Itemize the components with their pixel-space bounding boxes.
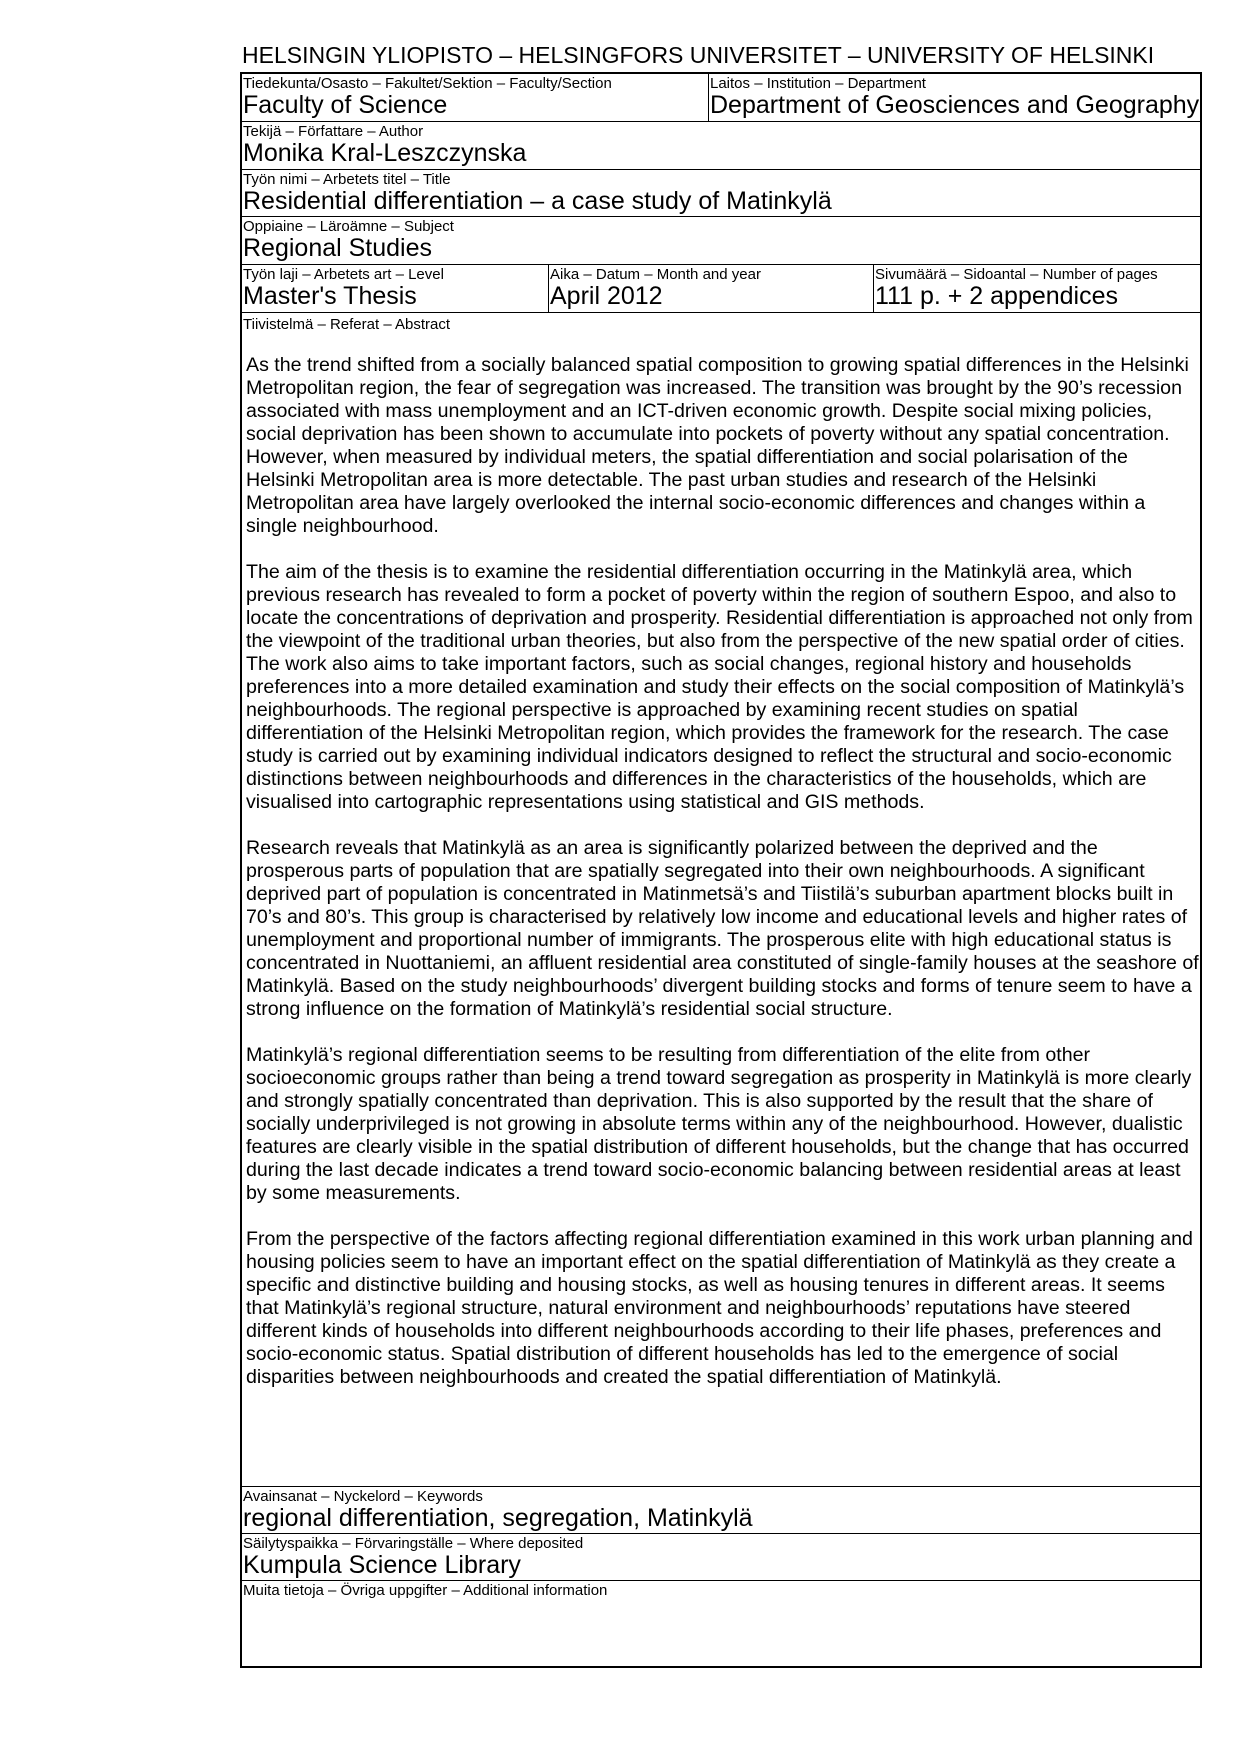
faculty-cell (242, 74, 708, 121)
abstract-paragraph: Matinkylä’s regional differentiation seems to be resulting from differentiation of the elite from other socioeconomic groups rather than being a trend toward segregation as prosperity in Matinkylä is more clearly and strongly spatially concentrated than deprivation. This is also supported by the result that the share of socially underprivileged is not growing in absolute terms within any of the neighbourhood. However, dualistic features are clearly visible in the spatial distribution of different households, but the change that has occurred during the last decade indicates a trend toward socio-economic balancing between residential areas at least by some measurements. (246, 1044, 1192, 1204)
deposited-label: Säilytyspaikka – Förvaringställe – Where deposited (243, 1535, 584, 1552)
title-label: Työn nimi – Arbetets titel – Title (243, 171, 451, 188)
deposited-row (242, 1534, 1200, 1581)
date-cell (548, 265, 873, 312)
pages-cell (873, 265, 1200, 312)
faculty-value: Faculty of Science (243, 91, 448, 119)
university-header: HELSINGIN YLIOPISTO – HELSINGFORS UNIVERSITET – UNIVERSITY OF HELSINKI (242, 42, 1155, 68)
subject-label: Oppiaine – Läroämne – Subject (243, 218, 454, 235)
level-date-pages-row (242, 265, 1200, 313)
date-value: April 2012 (550, 282, 663, 310)
subject-row (242, 217, 1200, 265)
keywords-row (242, 1486, 1200, 1534)
author-value: Monika Kral-Leszczynska (243, 139, 527, 167)
additional-label: Muita tietoja – Övriga uppgifter – Additional information (243, 1582, 608, 1599)
level-value: Master's Thesis (243, 282, 417, 310)
faculty-label: Tiedekunta/Osasto – Fakultet/Sektion – Faculty/Section (243, 75, 612, 92)
abstract-paragraph: The aim of the thesis is to examine the residential differentiation occurring in the Matinkylä area, which previous research has revealed to form a pocket of poverty within the region of southern Espoo, and also to locate the concentrations of deprivation and prosperity. Residential differentiation is approached not only from the viewpoint of the traditional urban theories, but also from the perspective of the new spatial order of cities. The work also aims to take important factors, such as social changes, regional history and households preferences into a more detailed examination and study their effects on the social composition of Matinkylä’s neighbourhoods. The regional perspective is approached by examining recent studies on spatial differentiation of the Helsinki Metropolitan region, which provides the framework for the research. The case study is carried out by examining individual indicators designed to reflect the structural and socio-economic distinctions between neighbourhoods and differences in the characteristics of the households, which are visualised into cartographic representations using statistical and GIS methods. (246, 561, 1193, 813)
subject-value: Regional Studies (243, 234, 433, 262)
deposited-value: Kumpula Science Library (243, 1551, 521, 1579)
department-label: Laitos – Institution – Department (710, 75, 926, 92)
keywords-value: regional differentiation, segregation, Matinkylä (243, 1504, 753, 1532)
abstract-form (240, 72, 1202, 1668)
additional-row (242, 1581, 1200, 1666)
pages-value: 111 p. + 2 appendices (875, 282, 1119, 310)
department-cell (708, 74, 1200, 121)
author-label: Tekijä – Författare – Author (243, 123, 424, 140)
author-row (242, 122, 1200, 170)
level-label: Työn laji – Arbetets art – Level (243, 266, 444, 283)
title-value: Residential differentiation – a case study of Matinkylä (243, 187, 832, 215)
abstract-paragraph: As the trend shifted from a socially balanced spatial composition to growing spatial differences in the Helsinki Metropolitan region, the fear of segregation was increased. The transition was brought by the 90’s recession associated with mass unemployment and an ICT-driven economic growth. Despite social mixing policies, social deprivation has been shown to accumulate into pockets of poverty without any spatial concentration. However, when measured by individual meters, the spatial differentiation and social polarisation of the Helsinki Metropolitan area is more detectable. The past urban studies and research of the Helsinki Metropolitan area have largely overlooked the internal socio-economic differences and changes within a single neighbourhood. (246, 354, 1189, 537)
abstract-paragraph: Research reveals that Matinkylä as an area is significantly polarized between the deprived and the prosperous parts of population that are spatially segregated into their own neighbourhoods. A significant deprived part of population is concentrated in Matinmetsä’s and Tiistilä’s suburban apartment blocks built in 70’s and 80’s. This group is characterised by relatively low income and educational levels and higher rates of unemployment and proportional number of immigrants. The prosperous elite with high educational status is concentrated in Nuottaniemi, an affluent residential area constituted of single-family houses at the seashore of Matinkylä. Based on the study neighbourhoods’ divergent building stocks and forms of tenure seem to have a strong influence on the formation of Matinkylä’s residential social structure. (246, 837, 1199, 1020)
abstract-body (246, 354, 1200, 1412)
abstract-paragraph: From the perspective of the factors affecting regional differentiation examined in this work urban planning and housing policies seem to have an important effect on the spatial differentiation of Matinkylä as they create a specific and distinctive building and housing stocks, as well as housing tenures in different areas. It seems that Matinkylä’s regional structure, natural environment and neighbourhoods’ reputations have steered different kinds of households into different neighbourhoods according to their life phases, preferences and socio-economic status. Spatial distribution of different households has led to the emergence of social disparities between neighbourhoods and created the spatial differentiation of Matinkylä. (246, 1228, 1193, 1388)
faculty-department-row (242, 74, 1200, 122)
pages-label: Sivumäärä – Sidoantal – Number of pages (875, 266, 1158, 283)
title-row (242, 170, 1200, 217)
level-cell (242, 265, 548, 312)
department-value: Department of Geosciences and Geography (710, 91, 1200, 119)
abstract-label: Tiivistelmä – Referat – Abstract (243, 316, 451, 333)
keywords-label: Avainsanat – Nyckelord – Keywords (243, 1488, 483, 1505)
date-label: Aika – Datum – Month and year (550, 266, 761, 283)
